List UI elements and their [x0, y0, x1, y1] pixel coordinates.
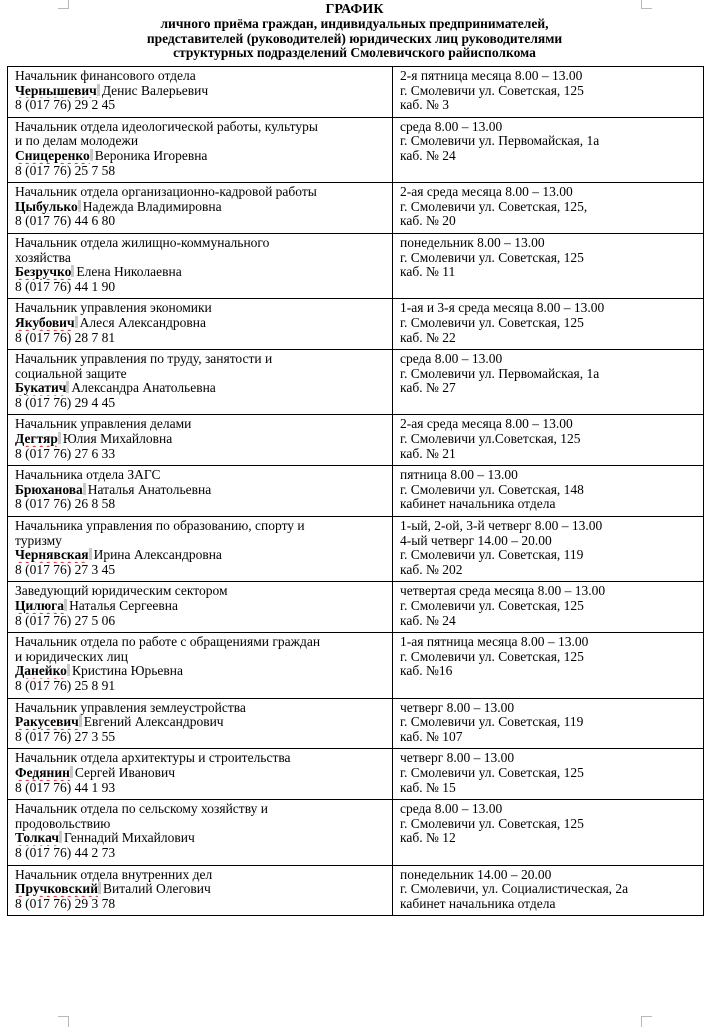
official-surname: Безручко — [15, 265, 72, 280]
official-cell — [8, 183, 393, 234]
official-given-name: Наталья Сергеевна — [69, 599, 178, 613]
phone-number: 8 (017 76) 44 1 93 — [15, 780, 116, 795]
reception-address: г. Смолевичи ул. Советская, 119 — [400, 715, 584, 730]
official-cell — [8, 299, 393, 350]
position-title: Начальник управления землеустройства — [15, 700, 246, 715]
table-row — [8, 517, 704, 582]
official-name — [15, 316, 386, 331]
official-given-name: Вероника Игоревна — [94, 148, 208, 163]
table-row — [8, 800, 704, 865]
reception-time: 1-ый, 2-ой, 3-й четверг 8.00 – 13.00 — [400, 519, 603, 534]
official-surname: Чернявская — [15, 548, 89, 563]
text-cursor-gap — [89, 548, 92, 560]
official-surname: Толкач — [15, 831, 59, 846]
text-cursor-gap — [67, 664, 70, 676]
reception-cell — [393, 415, 704, 466]
position-title: Начальника отдела ЗАГС — [15, 468, 161, 483]
official-given-name: Виталий Олегович — [103, 882, 211, 897]
position-title: и юридических лиц — [15, 649, 128, 664]
text-cursor-gap — [71, 265, 74, 277]
text-cursor-gap — [66, 381, 69, 393]
official-given-name: Наталья Анатольевна — [87, 482, 212, 497]
reception-cell — [393, 466, 704, 517]
text-cursor-gap — [98, 882, 101, 894]
reception-address: каб. № 12 — [400, 831, 456, 846]
position-title: Начальник отдела внутренних дел — [15, 867, 213, 882]
reception-address: г. Смолевичи ул. Советская, 148 — [400, 482, 584, 497]
position-title: Начальник отдела идеологической работы, культуры — [15, 119, 318, 134]
official-cell — [8, 582, 393, 633]
official-given-name: Геннадий Михайлович — [63, 831, 195, 846]
reception-cell — [393, 350, 704, 415]
position-title: Заведующий юридическим сектором — [15, 584, 228, 599]
position-title: хозяйства — [15, 250, 71, 265]
reception-address: каб. № 15 — [400, 780, 456, 795]
reception-address: каб. № 11 — [400, 265, 456, 280]
reception-address: каб. № 27 — [400, 381, 456, 396]
reception-address: каб. № 21 — [400, 446, 456, 461]
table-row — [8, 466, 704, 517]
text-cursor-gap — [97, 84, 100, 96]
reception-time: 2-ая среда месяца 8.00 – 13.00 — [400, 185, 573, 200]
reception-address: г. Смолевичи ул. Советская, 125 — [400, 816, 584, 831]
official-given-name: Сергей Иванович — [74, 765, 176, 780]
official-surname: Пручковский — [15, 882, 98, 897]
table-row — [8, 749, 704, 800]
reception-address: г. Смолевичи ул.Советская, 125 — [400, 432, 581, 447]
official-name — [15, 483, 386, 498]
phone-number: 8 (017 76) 29 4 45 — [15, 395, 116, 410]
reception-address: г. Смолевичи ул. Советская, 125 — [400, 649, 584, 664]
table-row — [8, 183, 704, 234]
position-title: продовольствию — [15, 816, 111, 831]
reception-time: понедельник 8.00 – 13.00 — [400, 235, 545, 250]
official-cell — [8, 800, 393, 865]
official-name — [15, 882, 386, 897]
reception-address: кабинет начальника отдела — [400, 497, 556, 512]
reception-address: каб. № 107 — [400, 729, 463, 744]
official-given-name: Александра Анатольевна — [71, 381, 216, 396]
official-cell — [8, 117, 393, 182]
phone-number: 8 (017 76) 26 8 58 — [15, 497, 116, 512]
position-title: Начальник отдела организационно-кадровой работы — [15, 185, 317, 200]
official-cell — [8, 233, 393, 298]
official-surname: Ракусевич — [15, 715, 79, 730]
official-name — [15, 84, 386, 99]
official-cell — [8, 350, 393, 415]
phone-number: 8 (017 76) 28 7 81 — [15, 330, 116, 345]
document-header — [0, 3, 709, 61]
reception-address: каб. № 24 — [400, 148, 456, 163]
official-cell — [8, 517, 393, 582]
reception-address: г. Смолевичи ул. Советская, 125, — [400, 199, 588, 214]
document-title: ГРАФИК — [325, 2, 384, 17]
phone-number: 8 (017 76) 27 3 45 — [15, 562, 116, 577]
official-cell — [8, 466, 393, 517]
reception-time: среда 8.00 – 13.00 — [400, 119, 503, 134]
reception-address: каб. № 24 — [400, 613, 456, 628]
official-surname: Цилюга — [15, 599, 65, 613]
official-name — [15, 599, 386, 614]
position-title: Начальник управления делами — [15, 417, 192, 432]
reception-cell — [393, 67, 704, 118]
official-name — [15, 200, 386, 215]
reception-time: понедельник 14.00 – 20.00 — [400, 867, 552, 882]
reception-cell — [393, 698, 704, 749]
text-cursor-gap — [58, 432, 61, 444]
official-given-name: Юлия Михайловна — [62, 432, 173, 447]
official-cell — [8, 415, 393, 466]
official-surname: Чернышевич — [15, 83, 97, 98]
official-surname: Букатич — [15, 381, 67, 396]
reception-cell — [393, 183, 704, 234]
position-title: Начальника управления по образованию, спорту и — [15, 519, 305, 534]
official-given-name: Евгений Александрович — [83, 715, 224, 730]
official-surname: Дегтяр — [15, 432, 58, 447]
reception-cell — [393, 633, 704, 698]
phone-number: 8 (017 76) 44 6 80 — [15, 214, 116, 229]
table-row — [8, 233, 704, 298]
phone-number: 8 (017 76) 29 2 45 — [15, 98, 116, 113]
official-name — [15, 664, 386, 679]
text-cursor-gap — [70, 766, 73, 778]
document-subtitle-line: личного приёма граждан, индивидуальных предпринимателей, — [160, 16, 549, 31]
table-row — [8, 67, 704, 118]
table-row — [8, 350, 704, 415]
position-title: Начальник отдела архитектуры и строительства — [15, 751, 291, 766]
text-cursor-gap — [78, 200, 81, 212]
phone-number: 8 (017 76) 25 8 91 — [15, 678, 116, 693]
reception-address: каб. №16 — [400, 664, 453, 679]
phone-number: 8 (017 76) 25 7 58 — [15, 163, 116, 178]
reception-address: г. Смолевичи ул. Первомайская, 1а — [400, 366, 600, 381]
reception-address: г. Смолевичи ул. Советская, 125 — [400, 599, 584, 613]
official-surname: Брюханова — [15, 482, 83, 497]
reception-address: г. Смолевичи ул. Советская, 125 — [400, 765, 584, 780]
position-title: Начальник отдела жилищно-коммунального — [15, 235, 270, 250]
official-cell — [8, 865, 393, 916]
official-name — [15, 831, 386, 846]
text-cursor-gap — [90, 149, 93, 161]
official-surname: Цыбулько — [15, 199, 78, 214]
official-given-name: Денис Валерьевич — [101, 83, 209, 98]
official-name — [15, 381, 386, 396]
reception-address: каб. № 3 — [400, 98, 449, 113]
position-title: Начальник управления экономики — [15, 301, 212, 316]
official-cell — [8, 67, 393, 118]
reception-time: четверг 8.00 – 13.00 — [400, 700, 515, 715]
official-name — [15, 766, 386, 781]
position-title: туризму — [15, 533, 62, 548]
official-name — [15, 432, 386, 447]
official-name — [15, 715, 386, 730]
reception-cell — [393, 233, 704, 298]
document-subtitle-line: представителей (руководителей) юридических лиц руководителями — [146, 30, 563, 46]
position-title: Начальник отдела по работе с обращениями граждан — [15, 635, 321, 650]
reception-address: г. Смолевичи ул. Советская, 119 — [400, 548, 584, 563]
text-cursor-gap — [83, 483, 86, 495]
position-title: социальной защите — [15, 366, 127, 381]
official-cell — [8, 698, 393, 749]
reception-cell — [393, 865, 704, 916]
reception-address: г. Смолевичи, ул. Социалистическая, 2а — [400, 882, 629, 897]
page-corner-mark — [58, 1016, 69, 1027]
table-row — [8, 698, 704, 749]
reception-cell — [393, 299, 704, 350]
reception-cell — [393, 800, 704, 865]
official-given-name: Надежда Владимировна — [82, 199, 222, 214]
reception-cell — [393, 582, 704, 633]
table-row — [8, 582, 704, 633]
official-cell — [8, 633, 393, 698]
text-cursor-gap — [64, 599, 67, 611]
reception-time: 1-ая и 3-я среда месяца 8.00 – 13.00 — [400, 301, 605, 316]
reception-address: каб. № 202 — [400, 562, 463, 577]
official-given-name: Елена Николаевна — [76, 265, 182, 280]
reception-time: 2-я пятница месяца 8.00 – 13.00 — [400, 69, 583, 83]
table-row — [8, 865, 704, 916]
reception-cell — [393, 117, 704, 182]
text-cursor-gap — [79, 715, 82, 727]
phone-number: 8 (017 76) 27 6 33 — [15, 446, 116, 461]
reception-time: среда 8.00 – 13.00 — [400, 802, 503, 817]
phone-number: 8 (017 76) 44 2 73 — [15, 845, 116, 860]
official-name — [15, 265, 386, 280]
table-row — [8, 299, 704, 350]
reception-time: 2-ая среда месяца 8.00 – 13.00 — [400, 417, 573, 432]
table-row — [8, 117, 704, 182]
official-given-name: Алеся Александровна — [79, 315, 207, 330]
reception-time: четвертая среда месяца 8.00 – 13.00 — [400, 584, 606, 599]
phone-number: 8 (017 76) 44 1 90 — [15, 279, 116, 294]
reception-time: пятница 8.00 – 13.00 — [400, 468, 518, 483]
official-given-name: Кристина Юрьевна — [71, 664, 183, 679]
reception-address: г. Смолевичи ул. Первомайская, 1а — [400, 134, 600, 149]
reception-address: г. Смолевичи ул. Советская, 125 — [400, 83, 584, 98]
official-cell — [8, 749, 393, 800]
official-surname: Федянин — [15, 765, 70, 780]
reception-address: каб. № 22 — [400, 330, 456, 345]
official-given-name: Ирина Александровна — [93, 548, 222, 563]
position-title: Начальник финансового отдела — [15, 69, 196, 83]
position-title: Начальник управления по труду, занятости и — [15, 352, 273, 367]
phone-number: 8 (017 76) 27 5 06 — [15, 613, 116, 628]
table-row — [8, 633, 704, 698]
reception-address: кабинет начальника отдела — [400, 896, 556, 911]
position-title: и по делам молодежи — [15, 134, 139, 149]
table-row — [8, 415, 704, 466]
reception-address: г. Смолевичи ул. Советская, 125 — [400, 250, 584, 265]
text-cursor-gap — [59, 831, 62, 843]
text-cursor-gap — [75, 316, 78, 328]
official-name — [15, 548, 386, 563]
official-surname: Сницеренко — [15, 148, 90, 163]
reception-cell — [393, 749, 704, 800]
schedule-table — [7, 66, 704, 916]
official-surname: Якубович — [15, 315, 75, 330]
reception-time: среда 8.00 – 13.00 — [400, 352, 503, 367]
reception-address: каб. № 20 — [400, 214, 456, 229]
reception-cell — [393, 517, 704, 582]
official-surname: Данейко — [15, 664, 67, 679]
phone-number: 8 (017 76) 27 3 55 — [15, 729, 116, 744]
reception-time: 1-ая пятница месяца 8.00 – 13.00 — [400, 635, 589, 650]
page-corner-mark — [641, 1016, 652, 1027]
reception-time: четверг 8.00 – 13.00 — [400, 751, 515, 766]
schedule-table-body — [8, 67, 704, 916]
official-name — [15, 149, 386, 164]
phone-number: 8 (017 76) 29 3 78 — [15, 896, 116, 911]
reception-time: 4-ый четверг 14.00 – 20.00 — [400, 533, 552, 548]
reception-address: г. Смолевичи ул. Советская, 125 — [400, 315, 584, 330]
position-title: Начальник отдела по сельскому хозяйству и — [15, 802, 268, 817]
document-subtitle-line: структурных подразделений Смолевичского райисполкома — [173, 45, 536, 60]
